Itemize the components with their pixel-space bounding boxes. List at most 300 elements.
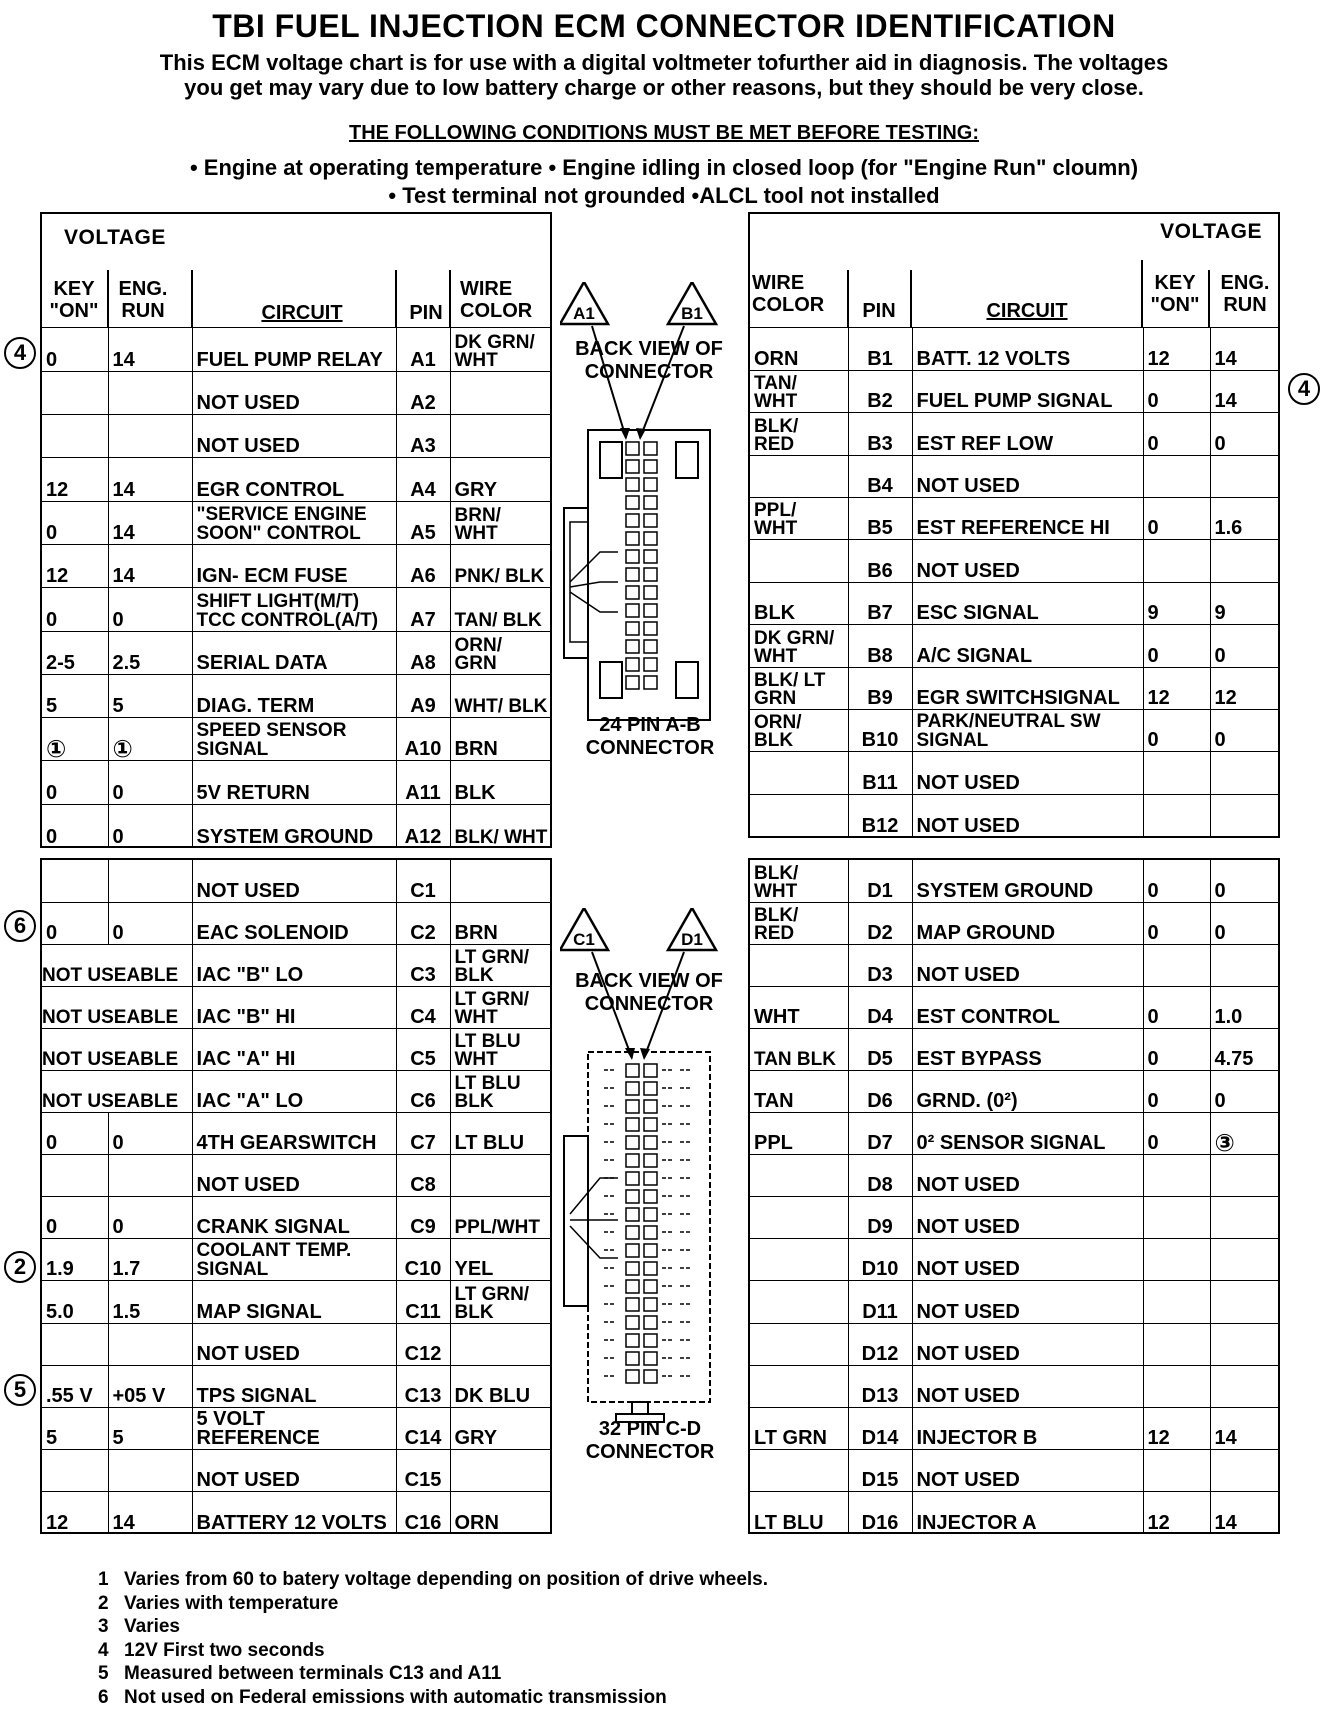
- table-row: [750, 455, 1278, 497]
- table-b-header: [750, 214, 1278, 328]
- wire-color-cell: ORN: [750, 328, 848, 370]
- key-on-cell: 5: [42, 674, 108, 717]
- table-row: [42, 1407, 552, 1449]
- key-on-cell: [1143, 1239, 1210, 1281]
- eng-run-cell: [1210, 944, 1278, 986]
- wire-color-cell: [450, 1155, 552, 1197]
- table-row: [750, 794, 1278, 836]
- wire-color-cell: TAN/ WHT: [750, 370, 848, 412]
- connector-pin: [626, 1100, 639, 1113]
- circuit-cell: 0² SENSOR SIGNAL: [912, 1113, 1143, 1155]
- key-on-cell: 5: [42, 1407, 108, 1449]
- pin-cell: B10: [848, 710, 912, 752]
- pin-cell: D11: [848, 1281, 912, 1323]
- eng-run-cell: [1210, 455, 1278, 497]
- connector-cd-back-view: BACK VIEW OF CONNECTOR: [575, 970, 723, 1015]
- circuit-cell: NOT USED: [192, 1449, 396, 1491]
- table-c: [40, 858, 552, 1534]
- key-on-cell: 1.9: [42, 1239, 108, 1281]
- intro-text: [0, 50, 1328, 100]
- circuit-cell: 5 VOLT REFERENCE: [192, 1407, 396, 1449]
- connector-pin: [626, 1298, 639, 1311]
- connector-pin: [626, 586, 639, 599]
- key-on-cell: 12: [42, 458, 108, 501]
- connector-pin: [644, 568, 657, 581]
- table-row: [750, 667, 1278, 709]
- pin-cell: D4: [848, 986, 912, 1028]
- note-marker-c2: 6: [4, 910, 36, 942]
- pin-cell: C9: [396, 1197, 450, 1239]
- key-on-cell: [1143, 752, 1210, 794]
- connector-pin: [626, 1244, 639, 1257]
- connector-pin: [626, 604, 639, 617]
- pin-cell: A11: [396, 761, 450, 804]
- pin-cell: A8: [396, 631, 450, 674]
- connector-ab-label-line-2: CONNECTOR: [585, 737, 715, 759]
- circuit-cell: PARK/NEUTRAL SW SIGNAL: [912, 710, 1143, 752]
- conditions-line-2: • Test terminal not grounded •ALCL tool not installed: [388, 183, 940, 208]
- connector-cd-label-line-1: 32 PIN C-D: [598, 1418, 702, 1440]
- footnote-number: 4: [98, 1639, 109, 1661]
- eng-run-cell: [108, 1449, 192, 1491]
- eng-run-cell: 14: [1210, 1491, 1278, 1533]
- wire-color-cell: TAN BLK: [750, 1028, 848, 1070]
- connector-pin: [626, 1064, 639, 1077]
- connector-pin: [626, 1262, 639, 1275]
- pin-cell: C6: [396, 1070, 450, 1112]
- eng-run-cell: [108, 415, 192, 458]
- circuit-cell: EGR SWITCHSIGNAL: [912, 667, 1143, 709]
- wire-color-cell: BLK: [450, 761, 552, 804]
- circuit-cell: MAP SIGNAL: [192, 1281, 396, 1323]
- circuit-header: CIRCUIT: [261, 302, 343, 324]
- key-on-cell: 0: [1143, 1028, 1210, 1070]
- circuit-cell: 4TH GEARSWITCH: [192, 1113, 396, 1155]
- table-row: [42, 458, 552, 501]
- connector-pin: [644, 1190, 657, 1203]
- wire-color-cell: ORN/ BLK: [750, 710, 848, 752]
- circuit-cell: NOT USED: [912, 944, 1143, 986]
- pin-cell: B8: [848, 625, 912, 667]
- connector-pin: [626, 1118, 639, 1131]
- connector-pin: [626, 478, 639, 491]
- eng-run-cell: 14: [108, 458, 192, 501]
- circuit-cell: BATTERY 12 VOLTS: [192, 1491, 396, 1533]
- circuit-cell: EAC SOLENOID: [192, 902, 396, 944]
- circuit-cell: INJECTOR A: [912, 1491, 1143, 1533]
- key-on-cell: 0: [42, 761, 108, 804]
- pin-cell: A10: [396, 718, 450, 761]
- circuit-cell: ESC SIGNAL: [912, 582, 1143, 624]
- eng-run-cell: [1210, 752, 1278, 794]
- pin-cell: D13: [848, 1365, 912, 1407]
- table-row: [42, 1449, 552, 1491]
- pin-cell: C1: [396, 860, 450, 902]
- circuit-cell: NOT USED: [912, 540, 1143, 582]
- wire-color-cell: YEL: [450, 1239, 552, 1281]
- circuit-cell: SYSTEM GROUND: [912, 860, 1143, 902]
- table-row: [750, 1239, 1278, 1281]
- note-marker-b2: 4: [1288, 373, 1320, 405]
- pin-cell: D12: [848, 1323, 912, 1365]
- connector-pin: [626, 1316, 639, 1329]
- wire-color-cell: LT BLU: [750, 1491, 848, 1533]
- circuit-cell: NOT USED: [912, 1449, 1143, 1491]
- table-row: [42, 902, 552, 944]
- key-on-cell: ①: [42, 718, 108, 761]
- table-row: [750, 498, 1278, 540]
- voltage-label-b: VOLTAGE: [1160, 220, 1262, 243]
- key-on-cell: [1143, 1449, 1210, 1491]
- pin-cell: A9: [396, 674, 450, 717]
- pin-cell: B4: [848, 455, 912, 497]
- eng-run-cell: 14: [108, 1491, 192, 1533]
- circuit-cell: NOT USED: [192, 860, 396, 902]
- pin-cell: D6: [848, 1070, 912, 1112]
- pin-cell: B3: [848, 413, 912, 455]
- footnote-number: 3: [98, 1616, 109, 1637]
- eng-run-cell: 0: [108, 588, 192, 631]
- connector-pin: [644, 442, 657, 455]
- eng-run-cell: [108, 1155, 192, 1197]
- table-row: [750, 1407, 1278, 1449]
- key-on-cell: 12: [42, 544, 108, 587]
- connector-pin: [626, 568, 639, 581]
- connector-pin: [626, 460, 639, 473]
- circuit-cell: GRND. (0²): [912, 1070, 1143, 1112]
- wire-color-cell: [750, 1197, 848, 1239]
- wire-color-cell: BLK/ WHT: [450, 804, 552, 847]
- connector-pin: [644, 1280, 657, 1293]
- eng-run-cell: [108, 1323, 192, 1365]
- pin-cell: A3: [396, 415, 450, 458]
- eng-run-cell: [1210, 1197, 1278, 1239]
- connector-pin: [644, 640, 657, 653]
- table-row: [42, 674, 552, 717]
- wire-color-cell: LT BLU BLK: [450, 1070, 552, 1112]
- key-on-cell: 0: [1143, 413, 1210, 455]
- eng-run-cell: 0: [108, 761, 192, 804]
- key-on-cell: 0: [42, 804, 108, 847]
- connector-pin: [644, 496, 657, 509]
- circuit-cell: NOT USED: [912, 1323, 1143, 1365]
- table-row: [42, 544, 552, 587]
- key-on-cell: NOT USEABLE: [42, 1070, 192, 1112]
- eng-run-cell: 0: [1210, 710, 1278, 752]
- key-on-cell: NOT USEABLE: [42, 1028, 192, 1070]
- table-row: [750, 986, 1278, 1028]
- table-row: [750, 902, 1278, 944]
- key-on-cell: 2-5: [42, 631, 108, 674]
- key-on-cell: NOT USEABLE: [42, 986, 192, 1028]
- connector-cd-label: [560, 1418, 740, 1464]
- wire-color-cell: BLK: [750, 582, 848, 624]
- key-on-cell: 0: [42, 1197, 108, 1239]
- wire-color-cell: ORN/ GRN: [450, 631, 552, 674]
- eng-run-cell: 0: [1210, 1070, 1278, 1112]
- footnote: [98, 1662, 768, 1686]
- pin-cell: C14: [396, 1407, 450, 1449]
- eng-run-cell: [1210, 1365, 1278, 1407]
- eng-run-cell: 14: [108, 544, 192, 587]
- table-row: [42, 631, 552, 674]
- eng-run-cell: 1.6: [1210, 498, 1278, 540]
- connector-pin: [644, 550, 657, 563]
- key-on-cell: 12: [1143, 1407, 1210, 1449]
- circuit-cell: COOLANT TEMP. SIGNAL: [192, 1239, 396, 1281]
- connector-pin: [644, 1370, 657, 1383]
- eng-run-cell: 2.5: [108, 631, 192, 674]
- table-row: [42, 1491, 552, 1533]
- connector-ab-label: [560, 714, 740, 760]
- key-on-cell: [1143, 1281, 1210, 1323]
- key-on-cell: NOT USEABLE: [42, 944, 192, 986]
- table-row: [42, 1365, 552, 1407]
- key-on-cell: [1143, 1197, 1210, 1239]
- wire-color-cell: [750, 540, 848, 582]
- eng-run-header: ENG. RUN: [118, 278, 168, 322]
- circuit-cell: SHIFT LIGHT(M/T) TCC CONTROL(A/T): [192, 588, 396, 631]
- circuit-cell: NOT USED: [912, 455, 1143, 497]
- connector-ab-label-line-1: 24 PIN A-B: [599, 714, 701, 736]
- connector-pin: [644, 1262, 657, 1275]
- wire-color-cell: BRN: [450, 902, 552, 944]
- wire-color-cell: DK BLU: [450, 1365, 552, 1407]
- pin-cell: D5: [848, 1028, 912, 1070]
- wire-color-header-b: WIRE COLOR: [752, 272, 825, 316]
- conditions-line-1: • Engine at operating temperature • Engine idling in closed loop (for "Engine Run" cloumn): [189, 155, 1139, 180]
- wire-color-cell: PNK/ BLK: [450, 544, 552, 587]
- wire-color-cell: BLK/ RED: [750, 902, 848, 944]
- pin-cell: C16: [396, 1491, 450, 1533]
- eng-run-cell: 0: [108, 902, 192, 944]
- wire-color-cell: WHT/ BLK: [450, 674, 552, 717]
- connector-pin: [644, 1244, 657, 1257]
- circuit-cell: NOT USED: [192, 415, 396, 458]
- wire-color-cell: PPL: [750, 1113, 848, 1155]
- key-on-cell: 0: [1143, 902, 1210, 944]
- circuit-cell: SPEED SENSOR SIGNAL: [192, 718, 396, 761]
- key-on-cell: [1143, 1323, 1210, 1365]
- eng-run-cell: 14: [108, 328, 192, 371]
- pin-cell: C2: [396, 902, 450, 944]
- table-row: [42, 1281, 552, 1323]
- wire-color-cell: BRN: [450, 718, 552, 761]
- pin-cell: B1: [848, 328, 912, 370]
- table-row: [750, 1197, 1278, 1239]
- pin-cell: D15: [848, 1449, 912, 1491]
- connector-pin: [626, 496, 639, 509]
- connector-pin: [644, 658, 657, 671]
- connector-pin: [644, 532, 657, 545]
- key-on-cell: 5.0: [42, 1281, 108, 1323]
- connector-pin: [626, 640, 639, 653]
- eng-run-header-b: ENG. RUN: [1220, 272, 1270, 316]
- pin-cell: D9: [848, 1197, 912, 1239]
- pin-cell: C4: [396, 986, 450, 1028]
- connector-pin: [626, 622, 639, 635]
- eng-run-cell: [1210, 1449, 1278, 1491]
- wire-color-header: WIRE COLOR: [460, 278, 533, 322]
- table-row: [750, 944, 1278, 986]
- connector-pin: [644, 1154, 657, 1167]
- table-row: [42, 328, 552, 371]
- connector-pin: [626, 1136, 639, 1149]
- eng-run-cell: 0: [1210, 625, 1278, 667]
- connector-pin: [644, 1298, 657, 1311]
- wire-color-cell: GRY: [450, 458, 552, 501]
- table-row: [42, 860, 552, 902]
- wire-color-cell: ORN: [450, 1491, 552, 1533]
- connector-pin: [644, 676, 657, 689]
- circuit-cell: FUEL PUMP SIGNAL: [912, 370, 1143, 412]
- table-d: [748, 858, 1280, 1534]
- connector-pin: [644, 1316, 657, 1329]
- footnote-number: 1: [98, 1569, 109, 1590]
- connector-pin: [644, 1082, 657, 1095]
- pin-header-b: PIN: [862, 300, 896, 322]
- table-row: [750, 1113, 1278, 1155]
- pin-cell: D2: [848, 902, 912, 944]
- key-on-cell: [1143, 540, 1210, 582]
- table-row: [750, 860, 1278, 902]
- pin-cell: A6: [396, 544, 450, 587]
- eng-run-cell: [1210, 794, 1278, 836]
- wire-color-cell: LT BLU WHT: [450, 1028, 552, 1070]
- table-row: [750, 710, 1278, 752]
- connector-pin: [644, 1172, 657, 1185]
- pin-cell: D3: [848, 944, 912, 986]
- table-row: [750, 1323, 1278, 1365]
- connector-pin: [626, 442, 639, 455]
- connector-pin: [626, 550, 639, 563]
- eng-run-cell: 1.7: [108, 1239, 192, 1281]
- table-row: [750, 1449, 1278, 1491]
- key-on-cell: 0: [42, 328, 108, 371]
- table-a-body: [42, 328, 552, 848]
- key-on-cell: 0: [42, 902, 108, 944]
- table-row: [750, 1155, 1278, 1197]
- table-row: [750, 1281, 1278, 1323]
- pin-cell: B11: [848, 752, 912, 794]
- eng-run-cell: 0: [108, 1113, 192, 1155]
- wire-color-cell: [750, 794, 848, 836]
- eng-run-cell: 12: [1210, 667, 1278, 709]
- key-on-cell: [1143, 1155, 1210, 1197]
- table-a-header: [42, 214, 550, 328]
- wire-color-cell: DK GRN/ WHT: [750, 625, 848, 667]
- wire-color-cell: [450, 371, 552, 414]
- connector-pin: [644, 1352, 657, 1365]
- pin-cell: B5: [848, 498, 912, 540]
- pin-cell: C12: [396, 1323, 450, 1365]
- wire-color-cell: [450, 1449, 552, 1491]
- pin-cell: D7: [848, 1113, 912, 1155]
- key-on-cell: 0: [1143, 710, 1210, 752]
- pin-cell: D16: [848, 1491, 912, 1533]
- connector-pin: [626, 1172, 639, 1185]
- intro-line-1: This ECM voltage chart is for use with a digital voltmeter tofurther aid in diagnosis. The voltages: [159, 50, 1169, 75]
- circuit-cell: SYSTEM GROUND: [192, 804, 396, 847]
- connector-pin: [626, 1154, 639, 1167]
- connector-pin: [626, 1082, 639, 1095]
- table-row: [42, 761, 552, 804]
- pin-cell: C5: [396, 1028, 450, 1070]
- eng-run-cell: 14: [1210, 328, 1278, 370]
- eng-run-cell: [108, 371, 192, 414]
- wire-color-cell: LT BLU: [450, 1113, 552, 1155]
- circuit-cell: NOT USED: [912, 1239, 1143, 1281]
- circuit-cell: NOT USED: [192, 1155, 396, 1197]
- table-row: [42, 371, 552, 414]
- table-row: [42, 415, 552, 458]
- connector-pin: [644, 1226, 657, 1239]
- circuit-cell: 5V RETURN: [192, 761, 396, 804]
- key-on-cell: .55 V: [42, 1365, 108, 1407]
- table-d-body: [750, 860, 1278, 1534]
- circuit-cell: NOT USED: [912, 1197, 1143, 1239]
- table-row: [750, 328, 1278, 370]
- wire-color-cell: BLK/ LT GRN: [750, 667, 848, 709]
- wire-color-cell: TAN: [750, 1070, 848, 1112]
- eng-run-cell: 0: [1210, 860, 1278, 902]
- table-row: [42, 1028, 552, 1070]
- connector-pin: [626, 676, 639, 689]
- key-on-cell: [1143, 455, 1210, 497]
- connector-pin: [626, 1226, 639, 1239]
- wire-color-cell: PPL/WHT: [450, 1197, 552, 1239]
- eng-run-cell: 14: [1210, 1407, 1278, 1449]
- table-row: [42, 718, 552, 761]
- eng-run-cell: +05 V: [108, 1365, 192, 1407]
- eng-run-cell: 1.5: [108, 1281, 192, 1323]
- table-row: [42, 1197, 552, 1239]
- table-a: [40, 212, 552, 848]
- circuit-cell: EST REF LOW: [912, 413, 1143, 455]
- table-row: [42, 501, 552, 544]
- pin-cell: A12: [396, 804, 450, 847]
- circuit-cell: "SERVICE ENGINE SOON" CONTROL: [192, 501, 396, 544]
- pin-cell: B2: [848, 370, 912, 412]
- key-on-cell: [1143, 1365, 1210, 1407]
- table-b: [748, 212, 1280, 838]
- table-row: [750, 370, 1278, 412]
- circuit-cell: IAC "B" HI: [192, 986, 396, 1028]
- circuit-cell: EST REFERENCE HI: [912, 498, 1143, 540]
- table-row: [750, 582, 1278, 624]
- circuit-cell: EGR CONTROL: [192, 458, 396, 501]
- connector-pin: [644, 1100, 657, 1113]
- circuit-cell: IAC "A" HI: [192, 1028, 396, 1070]
- table-row: [42, 1323, 552, 1365]
- circuit-cell: FUEL PUMP RELAY: [192, 328, 396, 371]
- eng-run-cell: [1210, 1239, 1278, 1281]
- wire-color-cell: TAN/ BLK: [450, 588, 552, 631]
- wire-color-cell: [450, 1323, 552, 1365]
- wire-color-cell: LT GRN/ BLK: [450, 944, 552, 986]
- wire-color-cell: LT GRN/ WHT: [450, 986, 552, 1028]
- eng-run-cell: [1210, 1281, 1278, 1323]
- footnote-number: 5: [98, 1663, 109, 1684]
- table-c-body: [42, 860, 552, 1534]
- key-on-cell: 0: [42, 1113, 108, 1155]
- eng-run-cell: 0: [1210, 902, 1278, 944]
- pin-cell: A5: [396, 501, 450, 544]
- connector-pin: [644, 1136, 657, 1149]
- eng-run-cell: ③: [1210, 1113, 1278, 1155]
- connector-pin: [644, 460, 657, 473]
- eng-run-cell: 14: [1210, 370, 1278, 412]
